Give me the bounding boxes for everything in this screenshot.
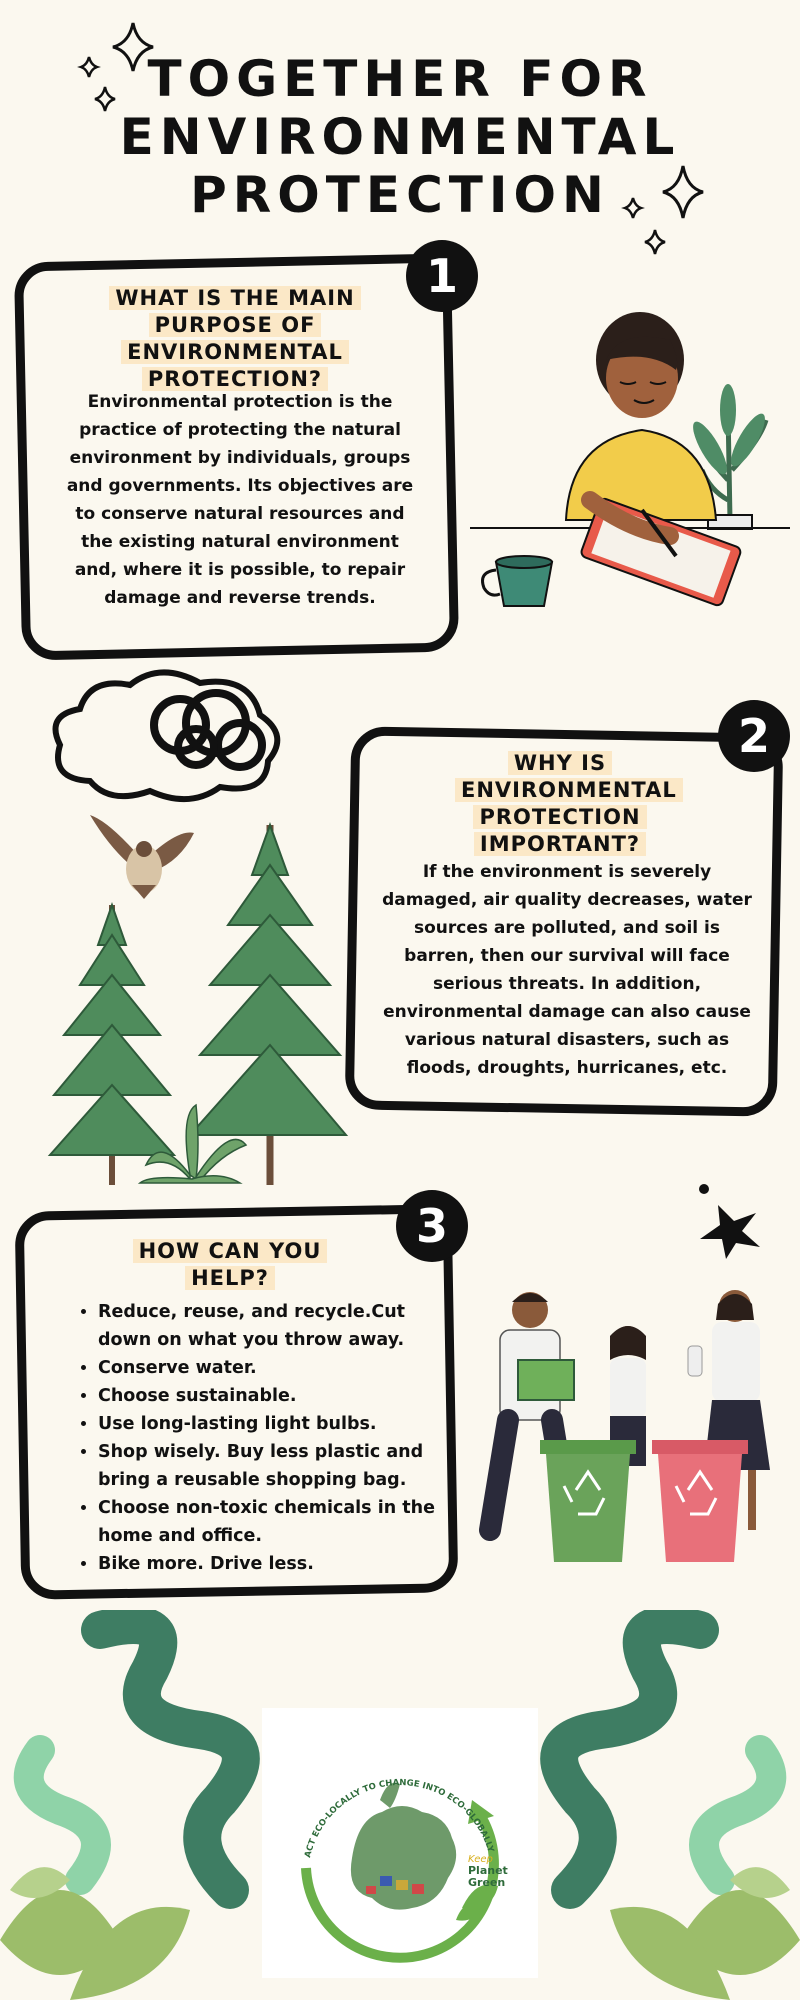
logo — [262, 1708, 538, 1978]
decorative-plant-right — [520, 1610, 800, 2000]
title-line-3: PROTECTION — [190, 166, 610, 224]
logo-brand-line-3: Green — [468, 1876, 506, 1889]
decorative-plant-left — [0, 1610, 280, 2000]
recycling-family-illustration — [460, 1280, 790, 1570]
sparkle-icon — [615, 160, 705, 270]
step-badge-1: 1 — [406, 240, 478, 312]
list-item: • Shop wisely. Buy less plastic and bring a reusable shopping bag. — [98, 1438, 448, 1494]
woman-writing-illustration — [470, 300, 790, 620]
title-line-1: TOGETHER FOR — [147, 50, 653, 108]
title-line-2: ENVIRONMENTAL — [119, 108, 681, 166]
list-item: • Conserve water. — [98, 1354, 448, 1382]
section-heading-3: HOW CAN YOU HELP? — [130, 1238, 330, 1292]
green-bin — [540, 1440, 636, 1562]
splat-icon — [690, 1175, 770, 1265]
list-item: • Bike more. Drive less. — [98, 1550, 448, 1578]
pine-tree-icon — [40, 815, 350, 1185]
logo-brand-line-2: Planet — [468, 1864, 508, 1877]
section-text-2: If the environment is severely damaged, air quality decreases, water sources are polluted, and soil is barren, then our survival will face serious threats. In addition, environmental damage can also cause various natural disasters, such as floods, droughts, hurricanes, etc. — [382, 862, 752, 1078]
list-item: • Choose sustainable. — [98, 1382, 448, 1410]
tips-list — [72, 1298, 448, 1578]
step-badge-2: 2 — [718, 700, 790, 772]
section-heading-1: WHAT IS THE MAIN PURPOSE OF ENVIRONMENTAL PROTECTION? — [105, 285, 365, 393]
pink-bin — [652, 1440, 748, 1562]
list-item: • Use long-lasting light bulbs. — [98, 1410, 448, 1438]
list-item: • Reduce, reuse, and recycle.Cut down on what you throw away. — [98, 1298, 448, 1354]
mug-icon — [483, 556, 553, 606]
section-text-1: Environmental protection is the practice of protecting the natural environment by individuals, groups and governments. Its objectives are to conserve natural resources and the existing natural environment and, where it is possible, to repair damage and reverse trends. — [66, 392, 414, 608]
step-badge-3: 3 — [396, 1190, 468, 1262]
storm-cloud-icon — [40, 665, 300, 815]
list-item: • Choose non-toxic chemicals in the home and office. — [98, 1494, 448, 1550]
logo-arc-text: ACT ECO-LOCALLY TO CHANGE INTO ECO-GLOBALLY — [303, 1778, 496, 1859]
section-heading-2: WHY IS ENVIRONMENTAL PROTECTION IMPORTANT? — [455, 750, 665, 858]
sparkle-icon — [75, 15, 165, 115]
logo-brand-line-1: Keep — [468, 1854, 493, 1865]
